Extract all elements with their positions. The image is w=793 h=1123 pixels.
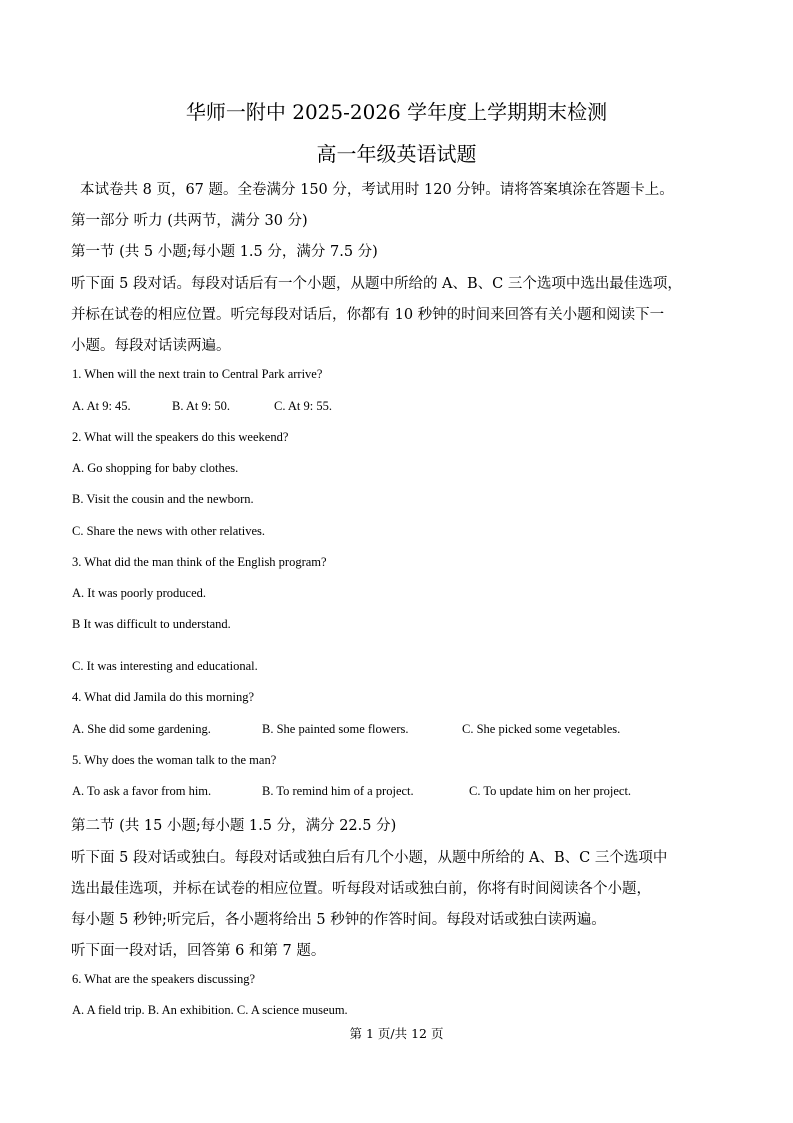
q4-option-b: B. She painted some flowers. (262, 722, 409, 736)
q1-option-b: B. At 9: 50. (172, 399, 230, 413)
q2-option-a: A. Go shopping for baby clothes. (72, 461, 239, 475)
question-3: 3. What did the man think of the English program? (72, 555, 327, 569)
q5-option-a: A. To ask a favor from him. (72, 784, 212, 798)
q3-option-a: A. It was poorly produced. (72, 586, 206, 600)
section2-heading: 第二节 (共 15 小题;每小题 1.5 分，满分 22.5 分) (71, 818, 397, 834)
section2-instructions-line1: 听下面 5 段对话或独白。每段对话或独白后有几个小题，从题中所给的 A、B、C 三个选项中 (71, 850, 668, 866)
question-4: 4. What did Jamila do this morning? (72, 690, 255, 704)
q4-option-a: A. She did some gardening. (72, 722, 211, 736)
q5-option-b: B. To remind him of a project. (262, 784, 414, 798)
q3-option-b: B It was difficult to understand. (72, 617, 231, 631)
question-6: 6. What are the speakers discussing? (72, 972, 256, 986)
section1-instructions-line1: 听下面 5 段对话。每段对话后有一个小题，从题中所给的 A、B、C 三个选项中选出最佳选项， (71, 276, 682, 292)
q2-option-b: B. Visit the cousin and the newborn. (72, 492, 254, 506)
section1-heading: 第一节 (共 5 小题;每小题 1.5 分，满分 7.5 分) (71, 244, 378, 260)
question-1: 1. When will the next train to Central Park arrive? (72, 367, 323, 381)
exam-subtitle: 高一年级英语试题 (316, 142, 477, 166)
exam-intro: 本试卷共 8 页，67 题。全卷满分 150 分，考试用时 120 分钟。请将答案填涂在答题卡上。 (80, 182, 674, 198)
q1-option-a: A. At 9: 45. (72, 399, 131, 413)
section1-instructions-line2: 并标在试卷的相应位置。听完每段对话后，你都有 10 秒钟的时间来回答有关小题和阅读下一 (71, 307, 665, 323)
section2-instructions-line3: 每小题 5 秒钟;听完后，各小题将给出 5 秒钟的作答时间。每段对话或独白读两遍。 (71, 912, 606, 928)
q6-options: A. A field trip. B. An exhibition. C. A science museum. (72, 1003, 348, 1017)
q1-option-c: C. At 9: 55. (274, 399, 332, 413)
section1-instructions-line3: 小题。每段对话读两遍。 (71, 338, 231, 354)
q5-option-c: C. To update him on her project. (469, 784, 632, 798)
q3-option-c: C. It was interesting and educational. (72, 659, 258, 673)
q2-option-c: C. Share the news with other relatives. (72, 524, 266, 538)
question-2: 2. What will the speakers do this weekend? (72, 430, 289, 444)
section2-instructions-line2: 选出最佳选项，并标在试卷的相应位置。听每段对话或独白前，你将有时间阅读各个小题， (71, 881, 651, 897)
part1-heading: 第一部分 听力 (共两节，满分 30 分) (71, 213, 308, 229)
exam-title: 华师一附中 2025-2026 学年度上学期期末检测 (185, 100, 608, 124)
q4-option-c: C. She picked some vegetables. (462, 722, 621, 736)
question-5: 5. Why does the woman talk to the man? (72, 753, 277, 767)
dialogue6-intro: 听下面一段对话，回答第 6 和第 7 题。 (71, 943, 326, 959)
page-footer: 第 1 页/共 12 页 (349, 1026, 444, 1041)
